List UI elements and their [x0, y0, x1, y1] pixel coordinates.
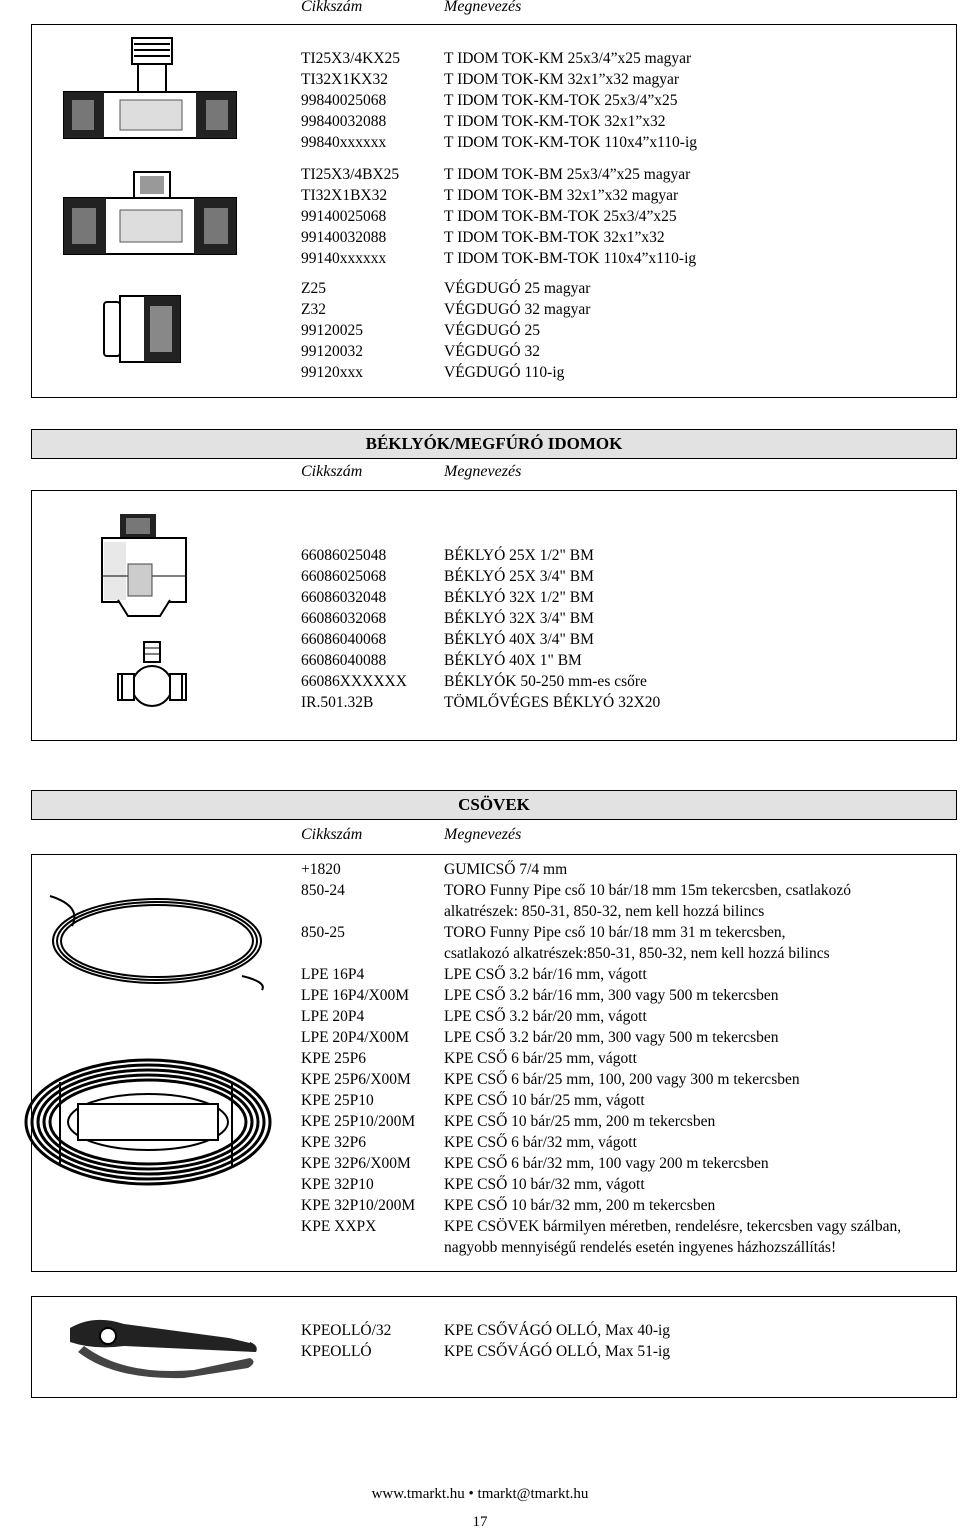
- column-header-name: Megnevezés: [444, 463, 522, 480]
- t-fitting-bm-image: [60, 168, 240, 268]
- item-code: KPE 32P10/200M: [301, 1197, 416, 1214]
- item-code: TI25X3/4BX25: [301, 166, 400, 183]
- item-name: LPE CSŐ 3.2 bár/16 mm, vágott: [444, 966, 647, 983]
- column-header-code: Cikkszám: [301, 0, 363, 15]
- item-name: LPE CSŐ 3.2 bár/16 mm, 300 vagy 500 m tekercsben: [444, 987, 779, 1004]
- item-code: 99840025068: [301, 92, 387, 109]
- section-title-bar-csovek: [31, 790, 957, 820]
- item-code: 99120032: [301, 343, 363, 360]
- item-code: 99840032088: [301, 113, 387, 130]
- item-name: KPE CSŐVÁGÓ OLLÓ, Max 51-ig: [444, 1343, 671, 1360]
- funny-pipe-coil-image: [42, 886, 272, 996]
- item-name: KPE CSŐ 10 bár/32 mm, 200 m tekercsben: [444, 1197, 716, 1214]
- item-name: TORO Funny Pipe cső 10 bár/18 mm 31 m tekercsben,: [444, 924, 786, 941]
- item-name: KPE CSŐ 6 bár/25 mm, 100, 200 vagy 300 m tekercsben: [444, 1071, 800, 1088]
- column-header-code: Cikkszám: [301, 463, 363, 480]
- item-name: alkatrészek: 850-31, 850-32, nem kell hozzá bilincs: [444, 903, 765, 920]
- item-code: 850-25: [301, 924, 345, 941]
- footer-contact: www.tmarkt.hu • tmarkt@tmarkt.hu: [371, 1486, 589, 1502]
- item-name: VÉGDUGÓ 32: [444, 343, 541, 360]
- item-code: TI32X1KX32: [301, 71, 388, 88]
- item-code: 66086040088: [301, 652, 387, 669]
- item-name: BÉKLYÓ 32X 3/4" BM: [444, 610, 594, 627]
- item-name: BÉKLYÓ 25X 1/2" BM: [444, 547, 594, 564]
- item-name: VÉGDUGÓ 32 magyar: [444, 301, 591, 318]
- item-name: T IDOM TOK-KM-TOK 110x4”x110-ig: [444, 134, 698, 151]
- item-name: T IDOM TOK-KM 32x1”x32 magyar: [444, 71, 680, 88]
- item-name: KPE CSŐ 6 bár/25 mm, vágott: [444, 1050, 637, 1067]
- item-name: KPE CSŐ 10 bár/32 mm, vágott: [444, 1176, 645, 1193]
- item-code: 66086040068: [301, 631, 387, 648]
- item-code: KPE 25P6: [301, 1050, 367, 1067]
- item-code: 66086025048: [301, 547, 387, 564]
- item-name: BÉKLYÓ 32X 1/2" BM: [444, 589, 594, 606]
- item-name: TÖMLŐVÉGES BÉKLYÓ 32X20: [444, 694, 661, 711]
- item-name: BÉKLYÓK 50-250 mm-es csőre: [444, 673, 647, 690]
- item-code: LPE 20P4: [301, 1008, 365, 1025]
- item-code: KPE 25P10: [301, 1092, 374, 1109]
- item-name: KPE CSŐVÁGÓ OLLÓ, Max 40-ig: [444, 1322, 671, 1339]
- item-code: LPE 16P4/X00M: [301, 987, 410, 1004]
- item-name: KPE CSÖVEK bármilyen méretben, rendelésre, tekercsben vagy szálban,: [444, 1218, 902, 1235]
- section-title: BÉKLYÓK/MEGFÚRÓ IDOMOK: [365, 434, 623, 453]
- item-name: LPE CSŐ 3.2 bár/20 mm, vágott: [444, 1008, 647, 1025]
- item-code: Z25: [301, 280, 326, 297]
- item-code: KPE 32P6: [301, 1134, 367, 1151]
- pipe-coil-image: [20, 1042, 276, 1192]
- item-code: 99140025068: [301, 208, 387, 225]
- item-name: T IDOM TOK-BM 32x1”x32 magyar: [444, 187, 679, 204]
- item-name: nagyobb mennyiségű rendelés esetén ingyenes házhozszállítás!: [444, 1239, 837, 1256]
- item-code: 66086025068: [301, 568, 387, 585]
- item-name: BÉKLYÓ 40X 3/4" BM: [444, 631, 594, 648]
- item-code: KPEOLLÓ/32: [301, 1322, 392, 1339]
- item-code: KPE 32P6/X00M: [301, 1155, 411, 1172]
- page-number: 17: [472, 1514, 488, 1530]
- item-name: T IDOM TOK-BM 25x3/4”x25 magyar: [444, 166, 691, 183]
- item-code: 99120xxx: [301, 364, 363, 381]
- section-title-bar-beklyok: [31, 429, 957, 459]
- item-name: VÉGDUGÓ 25: [444, 322, 541, 339]
- item-code: 99140032088: [301, 229, 387, 246]
- item-code: LPE 20P4/X00M: [301, 1029, 410, 1046]
- item-name: KPE CSŐ 6 bár/32 mm, 100 vagy 200 m tekercsben: [444, 1155, 769, 1172]
- item-code: KPE 25P6/X00M: [301, 1071, 411, 1088]
- item-code: KPE 25P10/200M: [301, 1113, 416, 1130]
- item-code: 99140xxxxxx: [301, 250, 387, 267]
- item-name: BÉKLYÓ 25X 3/4" BM: [444, 568, 594, 585]
- item-code: 99840xxxxxx: [301, 134, 387, 151]
- item-name: T IDOM TOK-BM-TOK 32x1”x32: [444, 229, 665, 246]
- column-header-name: Megnevezés: [444, 0, 522, 15]
- item-name: KPE CSŐ 10 bár/25 mm, vágott: [444, 1092, 645, 1109]
- item-name: LPE CSŐ 3.2 bár/20 mm, 300 vagy 500 m tekercsben: [444, 1029, 779, 1046]
- column-header-name: Megnevezés: [444, 826, 522, 843]
- item-name: VÉGDUGÓ 110-ig: [444, 364, 565, 381]
- item-name: T IDOM TOK-KM-TOK 32x1”x32: [444, 113, 666, 130]
- item-name: T IDOM TOK-BM-TOK 110x4”x110-ig: [444, 250, 697, 267]
- section-title: CSÖVEK: [458, 795, 530, 814]
- end-cap-image: [100, 290, 190, 368]
- hose-saddle-image: [114, 638, 190, 714]
- item-name: BÉKLYÓ 40X 1" BM: [444, 652, 582, 669]
- item-code: KPE XXPX: [301, 1218, 377, 1235]
- item-code: 66086XXXXXX: [301, 673, 407, 690]
- item-code: KPE 32P10: [301, 1176, 374, 1193]
- item-code: +1820: [301, 861, 341, 878]
- item-code: IR.501.32B: [301, 694, 374, 711]
- item-code: LPE 16P4: [301, 966, 365, 983]
- item-code: 66086032048: [301, 589, 387, 606]
- item-name: VÉGDUGÓ 25 magyar: [444, 280, 591, 297]
- item-code: 66086032068: [301, 610, 387, 627]
- item-code: Z32: [301, 301, 326, 318]
- column-header-code: Cikkszám: [301, 826, 363, 843]
- item-name: KPE CSŐ 10 bár/25 mm, 200 m tekercsben: [444, 1113, 716, 1130]
- item-code: TI32X1BX32: [301, 187, 388, 204]
- pipe-cutter-image: [64, 1306, 264, 1382]
- item-name: GUMICSŐ 7/4 mm: [444, 861, 568, 878]
- item-code: 99120025: [301, 322, 363, 339]
- item-name: T IDOM TOK-KM 25x3/4”x25 magyar: [444, 50, 692, 67]
- item-name: T IDOM TOK-BM-TOK 25x3/4”x25: [444, 208, 677, 225]
- item-name: T IDOM TOK-KM-TOK 25x3/4”x25: [444, 92, 678, 109]
- item-name: KPE CSŐ 6 bár/32 mm, vágott: [444, 1134, 637, 1151]
- item-code: 850-24: [301, 882, 345, 899]
- item-code: TI25X3/4KX25: [301, 50, 401, 67]
- item-code: KPEOLLÓ: [301, 1343, 372, 1360]
- tapping-saddle-image: [98, 512, 192, 620]
- item-name: csatlakozó alkatrészek:850-31, 850-32, nem kell hozzá bilincs: [444, 945, 830, 962]
- item-name: TORO Funny Pipe cső 10 bár/18 mm 15m tekercsben, csatlakozó: [444, 882, 851, 899]
- t-fitting-km-image: [60, 34, 240, 160]
